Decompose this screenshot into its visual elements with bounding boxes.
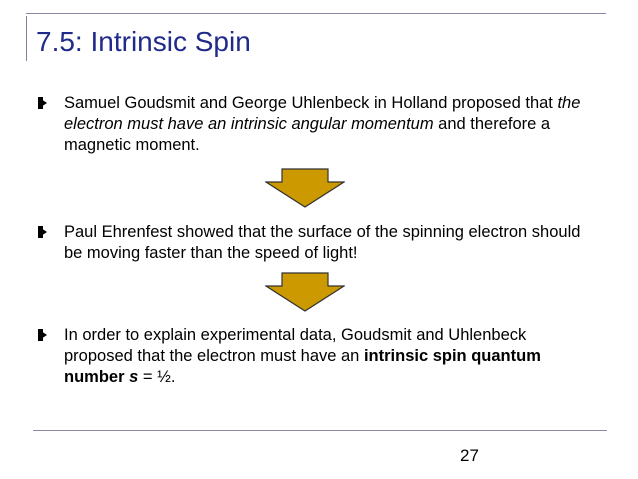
bullet-3-part5: = ½. [138, 368, 176, 386]
page-number: 27 [460, 446, 479, 465]
footer-rule [33, 430, 607, 431]
bullet-icon [38, 226, 47, 238]
bullet-icon [38, 329, 47, 341]
slide-title: 7.5: Intrinsic Spin [36, 26, 251, 57]
bullet-text-3 [64, 325, 596, 388]
down-arrow-icon [265, 168, 345, 208]
down-arrow-icon [265, 272, 345, 312]
bullet-text-2: Paul Ehrenfest showed that the surface of the spinning electron should be moving faster than the speed of light! [64, 223, 581, 262]
bullet-3-bold: intrinsic spin quantum number [64, 347, 541, 386]
bullet-item-2 [36, 222, 596, 264]
bullet-3-part1: In order to explain experimental data, Goudsmit and Uhlenbeck proposed that the electron must have an [64, 326, 527, 365]
bullet-3-italic-symbol: s [129, 368, 139, 386]
bullet-1-part3: and therefore a magnetic moment. [64, 115, 551, 154]
bullet-1-part1: Samuel Goudsmit and George Uhlenbeck in Holland proposed that [64, 94, 558, 112]
bullet-1-italic: the electron must have an intrinsic angular momentum [64, 94, 581, 133]
bullet-item-3 [36, 325, 596, 388]
top-rule [26, 13, 606, 14]
bullet-icon [38, 97, 47, 109]
bullet-text-1 [64, 93, 596, 156]
title-left-rule [26, 16, 27, 61]
bullet-item-1 [36, 93, 596, 156]
